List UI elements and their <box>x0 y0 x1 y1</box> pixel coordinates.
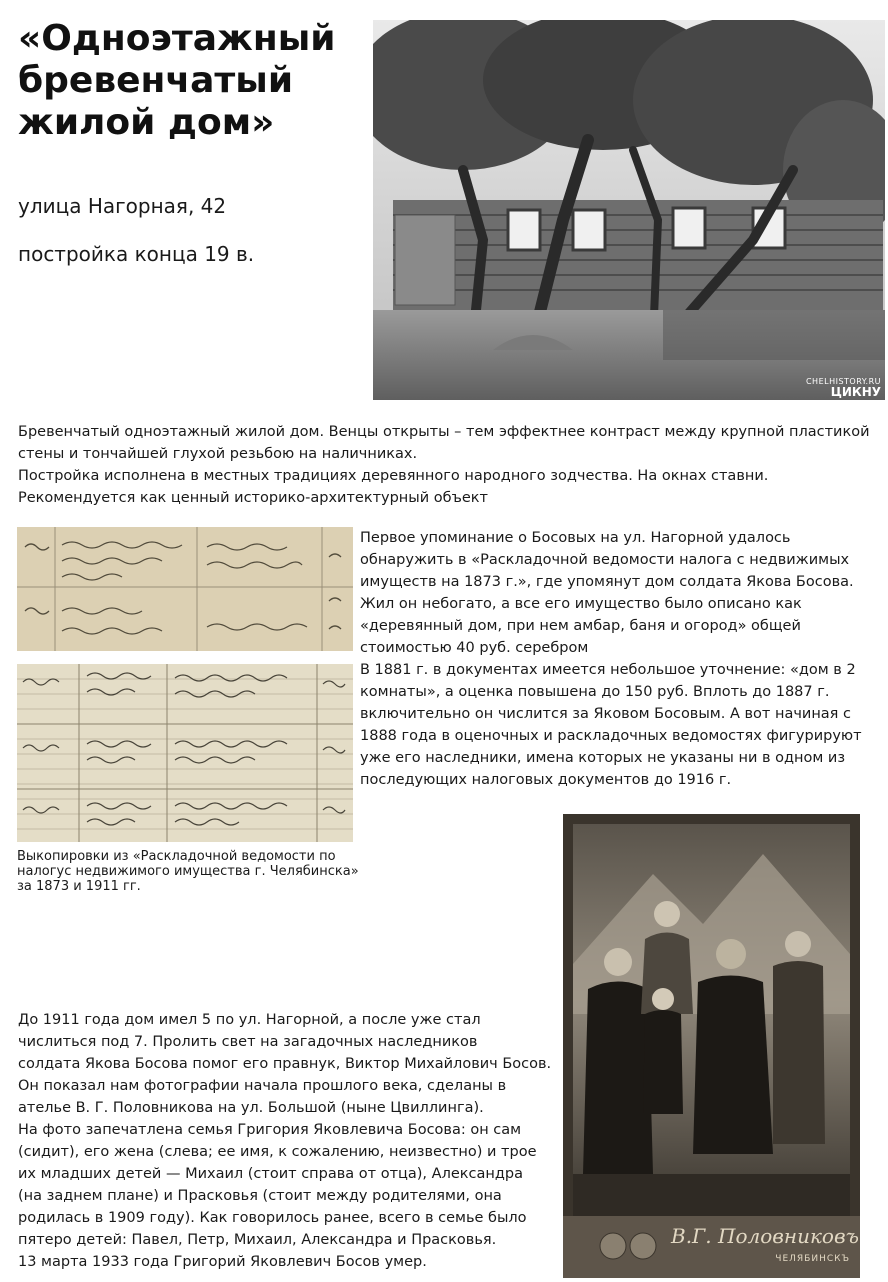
address-text: улица Нагорная, 42 <box>18 194 227 218</box>
watermark-site: CHELHISTORY.RU <box>805 377 881 386</box>
title-line: жилой дом» <box>18 102 275 143</box>
description-line: Бревенчатый одноэтажный жилой дом. Венцы открыты – тем эффектнее контраст между крупной пластикой <box>18 424 870 440</box>
description-line: Постройка исполнена в местных традициях деревянного народного зодчества. На окнах ставни. <box>18 468 769 484</box>
watermark-brand: ЦИКНУ <box>830 385 881 399</box>
family-paragraph <box>18 1009 558 1273</box>
title-line: бревенчатый <box>18 60 294 101</box>
family-line: их младших детей — Михаил (стоит справа от отца), Александра <box>18 1166 523 1182</box>
history-line: Жил он небогато, а все его имущество было описано как <box>360 596 802 612</box>
family-line: 13 марта 1933 года Григорий Яковлевич Босов умер. <box>18 1254 427 1270</box>
family-line: (сидит), его жена (слева; ее имя, к сожалению, неизвестно) и трое <box>18 1144 537 1160</box>
archive-document-1873-image <box>17 527 353 651</box>
history-line: последующих налоговых документов до 1916 г. <box>360 772 732 788</box>
history-line: Первое упоминание о Босовых на ул. Нагорной удалось <box>360 530 791 546</box>
archive-document-1873 <box>17 527 353 651</box>
history-line: обнаружить в «Раскладочной ведомости налога с недвижимых <box>360 552 850 568</box>
family-line: пятеро детей: Павел, Петр, Михаил, Александра и Прасковья. <box>18 1232 497 1248</box>
family-line: ателье В. Г. Половникова на ул. Большой (ныне Цвиллинга). <box>18 1100 484 1116</box>
family-line: родилась в 1909 году). Как говорилось ранее, всего в семье было <box>18 1210 527 1226</box>
family-photo-image <box>563 814 860 1278</box>
description-paragraph <box>18 421 878 509</box>
archive-document-1911 <box>17 664 353 842</box>
family-line: солдата Якова Босова помог его правнук, Виктор Михайлович Босов. <box>18 1056 552 1072</box>
history-paragraph <box>360 527 880 791</box>
family-line: (на заднем плане) и Прасковья (стоит между родителями, она <box>18 1188 502 1204</box>
archive-document-1911-image <box>17 664 353 842</box>
studio-signature: В.Г. Половниковъ <box>671 1224 859 1248</box>
caption-line: налогус недвижимого имущества г. Челябинска» <box>17 864 359 879</box>
documents-caption <box>17 849 397 894</box>
page-title <box>18 18 368 144</box>
house-photo <box>373 20 885 400</box>
history-line: «деревянный дом, при нем амбар, баня и огород» общей <box>360 618 801 634</box>
family-photo <box>563 814 860 1278</box>
history-line: В 1881 г. в документах имеется небольшое уточнение: «дом в 2 <box>360 662 856 678</box>
history-line: 1888 года в оценочных и раскладочных ведомостях фигурируют <box>360 728 862 744</box>
family-line: До 1911 года дом имел 5 по ул. Нагорной, а после уже стал <box>18 1012 481 1028</box>
family-line: Он показал нам фотографии начала прошлого века, сделаны в <box>18 1078 507 1094</box>
history-line: включительно он числится за Яковом Босовым. А вот начиная с <box>360 706 851 722</box>
history-line: уже его наследники, имена которых не указаны ни в одном из <box>360 750 846 766</box>
caption-line: за 1873 и 1911 гг. <box>17 879 141 894</box>
family-line: числиться под 7. Пролить свет на загадочных наследников <box>18 1034 478 1050</box>
history-line: стоимостью 40 руб. серебром <box>360 640 589 656</box>
house-photo-image <box>373 20 885 400</box>
history-line: комнаты», а оценка повышена до 150 руб. Вплоть до 1887 г. <box>360 684 830 700</box>
family-line: На фото запечатлена семья Григория Яковлевича Босова: он сам <box>18 1122 522 1138</box>
caption-line: Выкопировки из «Раскладочной ведомости по <box>17 849 336 864</box>
description-line: стены и тончайшей глухой резьбою на наличниках. <box>18 446 418 462</box>
description-line: Рекомендуется как ценный историко-архитектурный объект <box>18 490 488 506</box>
history-line: имуществ на 1873 г.», где упомянут дом солдата Якова Босова. <box>360 574 854 590</box>
title-line: «Одноэтажный <box>18 18 336 59</box>
studio-city: ЧЕЛЯБИНСКЪ <box>775 1254 850 1264</box>
period-text: постройка конца 19 в. <box>18 242 255 266</box>
